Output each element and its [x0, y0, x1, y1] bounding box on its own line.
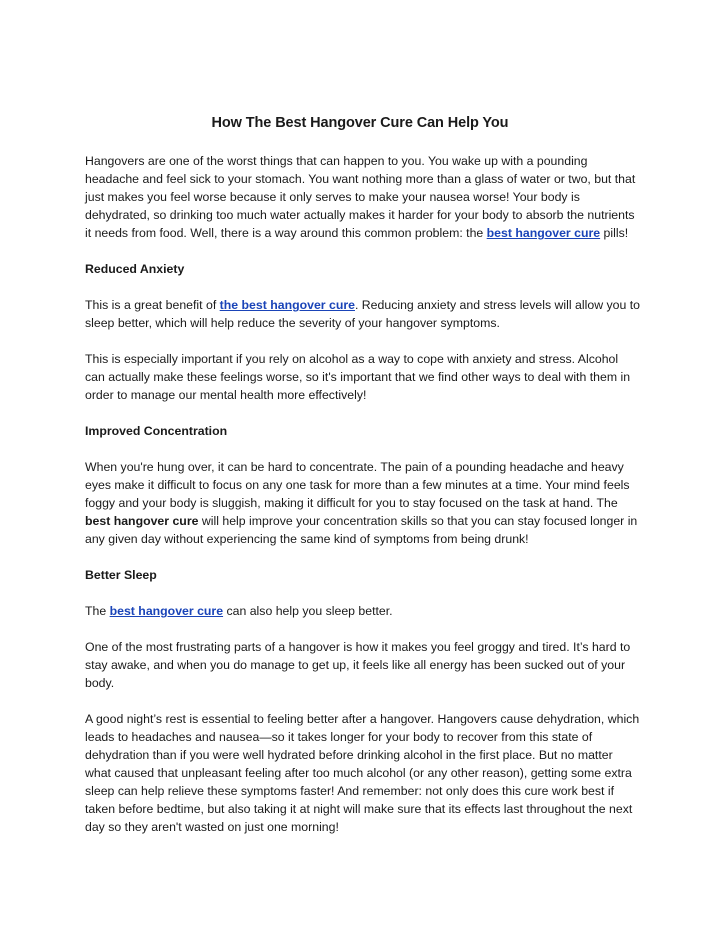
intro-paragraph — [85, 152, 640, 242]
anxiety-text: This is a great benefit of — [85, 298, 220, 312]
heading-reduced-anxiety: Reduced Anxiety — [85, 262, 185, 276]
concentration-text: When you're hung over, it can be hard to concentrate. The pain of a pounding headache and heavy eyes make it difficult to focus on any one task for more than a few minutes at a time. Your mind feels foggy and your body is sluggish, making it difficult for you to stay focused on the task at hand. The — [85, 460, 630, 510]
concentration-text-end: will help improve your concentration skills so that you can stay focused longer in any given day without experiencing the same kind of symptoms from being drunk! — [85, 514, 638, 546]
heading-improved-concentration: Improved Concentration — [85, 424, 228, 438]
sleep-paragraph-2: One of the most frustrating parts of a hangover is how it makes you feel groggy and tired. It’s hard to stay awake, and when you do manage to get up, it feels like all energy has been sucked out of your body. — [85, 640, 631, 690]
intro-text: Hangovers are one of the worst things that can happen to you. You wake up with a pounding headache and feel sick to your stomach. You want nothing more than a glass of water or two, but that just makes you feel worse because it only serves to make your nausea worse! Your body is dehydrated, so drinking too much water actually makes it harder for your body to absorb the nutrients it needs from food. Well, there is a way around this common problem: the — [85, 154, 636, 240]
sleep-best-hangover-cure-link[interactable]: best hangover cure — [109, 604, 224, 618]
sleep-paragraph-3: A good night’s rest is essential to feeling better after a hangover. Hangovers cause dehydration, which leads to headaches and nausea—so it takes longer for your body to recover from this state of dehydration than if you were well hydrated before drinking alcohol in the first place. But no matter what caused that unpleasant feeling after too much alcohol (or any other reason), getting some extra sleep can help relieve these symptoms faster! And remember: not only does this cure work best if taken before bedtime, but also taking it at night will make sure that its effects last throughout the next day so they aren't wasted on just one morning! — [85, 712, 640, 834]
concentration-paragraph — [85, 458, 640, 548]
anxiety-paragraph-1 — [85, 296, 640, 332]
document-body — [85, 152, 640, 854]
sleep-paragraph-1 — [85, 602, 640, 620]
sleep-text-end: can also help you sleep better. — [223, 604, 393, 618]
page-title: How The Best Hangover Cure Can Help You — [211, 115, 509, 131]
intro-text-end: pills! — [600, 226, 629, 240]
anxiety-paragraph-2: This is especially important if you rely on alcohol as a way to cope with anxiety and stress. Alcohol can actually make these feelings worse, so it's important that we find other ways to deal with them in order to manage our mental health more effectively! — [85, 352, 631, 402]
best-hangover-cure-link[interactable]: best hangover cure — [486, 226, 601, 240]
best-hangover-cure-bold: best hangover cure — [85, 514, 199, 528]
heading-better-sleep: Better Sleep — [85, 568, 157, 582]
anxiety-text-end: . Reducing anxiety and stress levels will allow you to sleep better, which will help reduce the severity of your hangover symptoms. — [85, 298, 640, 330]
sleep-text: The — [85, 604, 110, 618]
the-best-hangover-cure-link[interactable]: the best hangover cure — [219, 298, 355, 312]
